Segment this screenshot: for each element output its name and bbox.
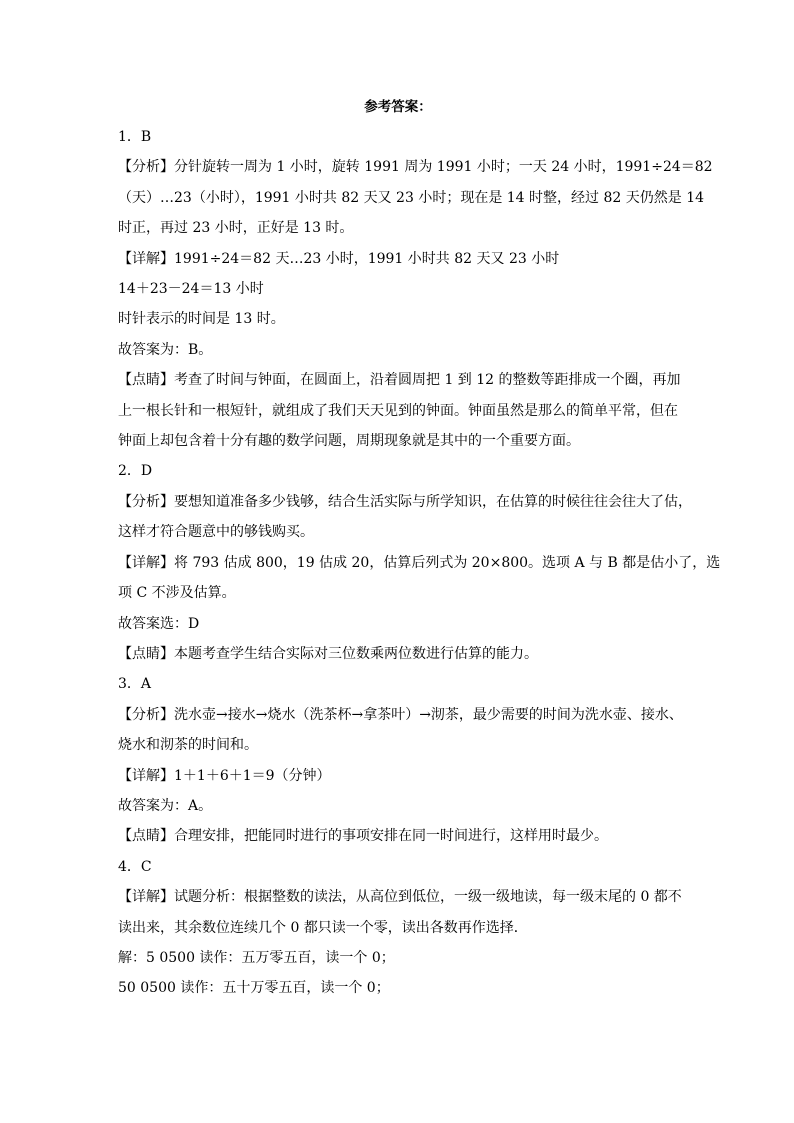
line-text: 上一根长针和一根短针，就组成了我们天天见到的钟面。钟面虽然是那么的简单平常，但在 <box>118 402 678 419</box>
line-text: （天）…23（小时），1991 小时共 82 天又 23 小时；现在是 14 时整，经过 82 天仍然是 14 <box>118 189 705 206</box>
line-text: 14＋23－24＝13 小时 <box>118 281 264 298</box>
line-text: 将 793 估成 800，19 估成 20，估算后列式为 20×800。选项 A 与 B 都是估小了，选 <box>174 554 721 571</box>
line-text: 时针表示的时间是 13 时。 <box>118 311 285 328</box>
text-line <box>118 700 683 730</box>
text-line <box>118 365 681 395</box>
section-tag: 【详解】 <box>118 554 174 571</box>
section-tag: 【分析】 <box>118 493 174 510</box>
section-tag: 【分析】 <box>118 706 174 723</box>
text-line <box>118 487 692 517</box>
line-text: 时正，再过 23 小时，正好是 13 时。 <box>118 220 354 237</box>
section-tag: 【点睛】 <box>118 828 174 845</box>
section-tag: 【点睛】 <box>118 645 174 662</box>
text-line <box>118 396 678 426</box>
text-line <box>118 274 678 304</box>
page-title: 参考答案： <box>364 99 432 115</box>
text-line <box>118 578 678 608</box>
line-text: 钟面上却包含着十分有趣的数学问题，周期现象就是其中的一个重要方面。 <box>118 433 580 450</box>
line-text: 1＋1＋6＋1＝9（分钟） <box>174 767 331 784</box>
text-line <box>118 973 678 1003</box>
text-line <box>118 852 678 882</box>
line-text: 1991÷24＝82 天…23 小时，1991 小时共 82 天又 23 小时 <box>174 250 560 267</box>
line-text: 1．B <box>118 129 152 145</box>
text-line <box>118 730 678 760</box>
line-text: 合理安排，把能同时进行的事项安排在同一时间进行，这样用时最少。 <box>174 828 608 845</box>
text-line <box>118 882 682 912</box>
line-text: 试题分析：根据整数的读法，从高位到低位，一级一级地读，每一级末尾的 0 都不 <box>174 889 682 906</box>
section-tag: 【点睛】 <box>118 372 174 389</box>
line-text: 这样才符合题意中的够钱购买。 <box>118 524 314 541</box>
text-line <box>118 244 678 274</box>
text-line <box>118 913 678 943</box>
text-line <box>118 152 713 182</box>
section-tag: 【详解】 <box>118 250 174 267</box>
text-line <box>118 335 678 365</box>
text-line <box>118 213 678 243</box>
text-line <box>118 943 678 973</box>
line-text: 故答案为：A。 <box>118 797 213 814</box>
line-text: 3．A <box>118 676 152 693</box>
text-line <box>118 456 678 486</box>
section-tag: 【详解】 <box>118 889 174 906</box>
text-line <box>118 669 678 699</box>
text-line <box>118 122 678 152</box>
answer-content <box>118 122 721 1004</box>
line-text: 故答案选：D <box>118 615 200 632</box>
text-line <box>118 517 678 547</box>
answer-page <box>118 96 721 1004</box>
text-line <box>118 183 705 213</box>
line-text: 洗水壶→接水→烧水（洗茶杯→拿茶叶）→沏茶，最少需要的时间为洗水壶、接水、 <box>174 706 683 723</box>
text-line <box>118 426 678 456</box>
section-tag: 【分析】 <box>118 159 174 176</box>
line-text: 4．C <box>118 858 152 875</box>
line-text: 本题考查学生结合实际对三位数乘两位数进行估算的能力。 <box>174 645 538 662</box>
line-text: 2．D <box>118 463 153 480</box>
line-text: 分针旋转一周为 1 小时，旋转 1991 周为 1991 小时；一天 24 小时，1991÷24＝82 <box>174 159 713 176</box>
text-line <box>118 791 678 821</box>
line-text: 要想知道准备多少钱够，结合生活实际与所学知识，在估算的时候往往会往大了估， <box>174 493 692 510</box>
line-text: 解：5 0500 读作：五万零五百，读一个 0； <box>118 949 395 966</box>
text-line <box>118 548 721 578</box>
line-text: 读出来，其余数位连续几个 0 都只读一个零，读出各数再作选择． <box>118 919 528 936</box>
text-line <box>118 761 678 791</box>
line-text: 项 C 不涉及估算。 <box>118 585 236 602</box>
line-text: 50 0500 读作：五十万零五百，读一个 0； <box>118 980 390 997</box>
text-line <box>118 609 678 639</box>
line-text: 考查了时间与钟面，在圆面上，沿着圆周把 1 到 12 的整数等距排成一个圈，再加 <box>174 372 681 389</box>
section-tag: 【详解】 <box>118 767 174 784</box>
text-line <box>118 304 678 334</box>
text-line <box>118 639 678 669</box>
line-text: 烧水和沏茶的时间和。 <box>118 737 258 754</box>
text-line <box>118 821 678 851</box>
line-text: 故答案为：B。 <box>118 341 213 358</box>
